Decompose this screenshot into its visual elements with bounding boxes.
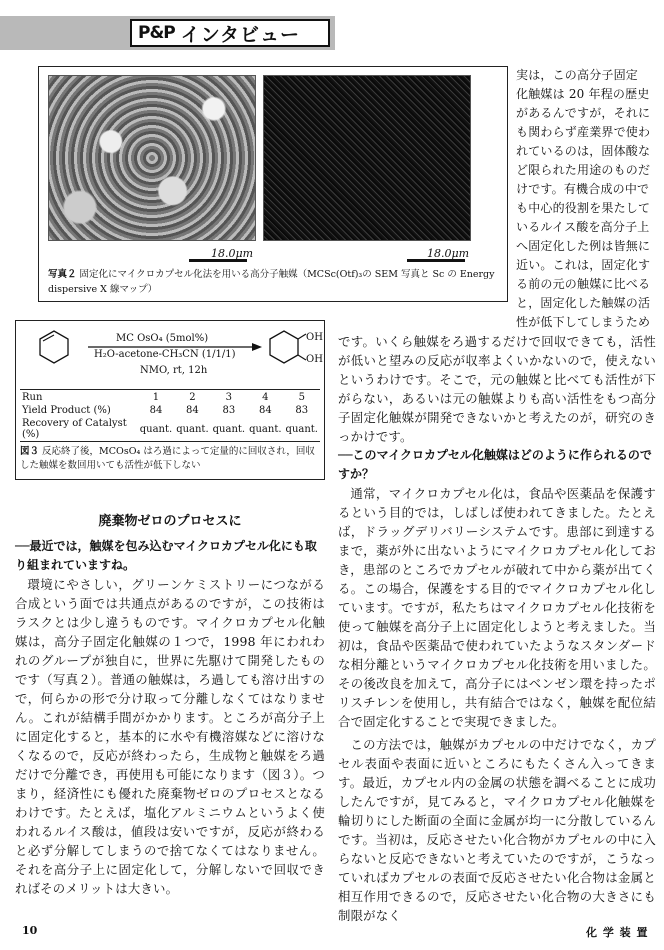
table-cell: quant. — [285, 423, 318, 435]
table-cell: 83 — [222, 405, 236, 416]
photo-caption-text: 固定化にマイクロカプセル化法を用いる高分子触媒（MCSc(Otf)₃の SEM 写真と Sc の Energy dispersive X 線マップ） — [48, 269, 495, 295]
table-rule-top — [20, 389, 320, 390]
right-paragraph-1: です。いくら触媒をろ過するだけで回収できても，活性が低いと望みの反応が収率よくいかないので，使えないというわけです。そこで，元の触媒と比べても活性が下がらない，あるいは元の触媒よりも高い活性をもつ高分子固定化触媒が開発できないかと考えたのが，研究のきっかけです。 — [338, 334, 656, 444]
table-header-cell: 5 — [298, 392, 305, 403]
table-header-cell: 4 — [262, 392, 269, 403]
reaction-figure — [15, 320, 325, 480]
journal-name: 化 学 装 置 — [586, 926, 649, 939]
header-title: インタビュー — [180, 23, 300, 46]
table-header-row — [20, 391, 320, 404]
reaction-conditions: NMO, rt, 12h — [140, 365, 208, 376]
page-number: 10 — [22, 924, 38, 937]
table-cell: 83 — [295, 405, 309, 416]
yield-table — [20, 391, 320, 441]
right-top-line: と，固定化した触媒の活 — [516, 296, 651, 310]
right-top-line: も中心的役割を果たして — [516, 201, 651, 215]
header-tag — [130, 19, 330, 47]
photo-caption-label: 写真２ — [48, 269, 77, 280]
scale-label-left: 18.0μm — [211, 247, 254, 260]
header-logo: P&P — [138, 23, 175, 43]
right-top-line: れているのは，固体酸な — [516, 144, 651, 158]
right-paragraph-2: 通常，マイクロカプセル化は，食品や医薬品を保護するという目的では，しばしば使われてきました。たとえば，ドラッグデリバリーシステムです。患部に到達するまで，薬が外に出ないようにマイクロカプセル化しておき，患部のところでカプセルが破れて中から薬が出てくる。この場合，保護をする目的でマイクロカプセル化しています。ですが，私たちはマイクロカプセル化技術を使って触媒を高分子上に固定化しようと考えました。当初は，食品や医薬品で使われていたようなスタンダードな相分離というマイクロカプセル化技術を用いました。その後改良を加えて，高分子にはベンゼン環を持ったポリスチレンを使用し，共有結合ではなく，触媒を配位結合で固定化することで実現できました。 — [338, 486, 656, 729]
reaction-reagent: MC OsO₄ (5mol%) — [116, 333, 209, 344]
left-paragraph: 環境にやさしい，グリーンケミストリーにつながる合成という面では共通点があるのですが，この技術はラスクとは少し違うものです。マイクロカプセル化触媒は，高分子固定化触媒の１つで，1998 年にわれわれのグループが独自に，世界に先駆けて開発したものです（写真２）。普通の触媒は，ろ過しても溶け出すので，何らかの形で分け取って分離しなくてはなりません。これが結構手間がかかります。ところが高分子上に固定化すると，基本的に水や有機溶媒などに溶けなくなるので，反応が終わったら，生成物と触媒をろ過だけで分離でき，再使用も可能になります（図３）。つまり，経済性にも優れた廃棄物ゼロのプロセスとなるわけです。たとえば，塩化アルミニウムというよく使われるルイス酸は，値段は安いですが，反応が終わると必ず分解してしまうので捨てなくてはなりません。それを高分子上に固定化して，分解しないで回収できればそのメリットは大きい。 — [15, 577, 325, 896]
scale-label-right: 18.0μm — [427, 247, 470, 260]
product-oh-top: OH — [306, 332, 323, 343]
table-row — [20, 404, 320, 417]
photo-figure — [38, 66, 508, 302]
table-cell: quant. — [139, 423, 173, 435]
table-cell: quant. — [212, 423, 246, 435]
right-top-line: る前の元の触媒に比べる — [516, 277, 651, 291]
table-cell: 84 — [186, 405, 199, 416]
right-top-line: 性が低下してしまうため — [516, 315, 651, 329]
left-question: ──最近では，触媒を包み込むマイクロカプセル化にも取り組まれていますね。 — [15, 539, 317, 572]
table-cell: quant. — [249, 423, 282, 435]
right-top-line: ど限られた用途のものだ — [516, 163, 651, 177]
table-cell: quant. — [176, 423, 209, 435]
right-top-line: 化触媒は 20 年程の歴史 — [516, 87, 650, 101]
right-top-line: 近い。これは，固定化す — [516, 258, 651, 272]
table-row — [20, 417, 320, 441]
left-column — [15, 510, 325, 898]
sc-xray-map — [263, 75, 471, 241]
table-rule-bottom — [20, 441, 320, 442]
table-header-cell: 2 — [189, 392, 196, 403]
right-top-line: も関わらず産業界で使わ — [516, 125, 651, 139]
right-top-line: へ固定化した例は皆無に — [516, 239, 651, 253]
table-cell: 84 — [258, 405, 272, 416]
reaction-caption-label: 図３ — [20, 446, 40, 457]
reaction-solvent: H₂O-acetone-CH₃CN (1/1/1) — [94, 349, 236, 360]
table-header-cell: Run — [22, 392, 43, 403]
table-cell: Recovery of Catalyst (%) — [22, 418, 127, 440]
right-top-line: いるルイス酸を高分子上 — [516, 220, 650, 234]
table-cell: 84 — [149, 405, 163, 416]
right-paragraph-3: この方法では，触媒がカプセルの中だけでなく，カプセル表面や表面に近いところにもたくさん入ってきます。最近，カプセル内の金属の状態を調べることに成功したんですが，見てみると，マイクロカプセル化触媒を輪切りにした断面の全面に金属が均一に分散しているんです。当初は，反応させたい化合物がカプセルの中に入らないと反応できないと考えていたのですが，こうなっていればカプセルの表面で反応させたい化合物は金属と相互作用できるので，反応させたい化合物の大きさにも制限がなく — [338, 737, 656, 923]
reaction-caption — [20, 445, 320, 473]
table-header-cell: 1 — [152, 392, 160, 403]
right-top-text — [516, 66, 656, 332]
right-question: ──このマイクロカプセル化触媒はどのように作られるのですか？ — [338, 448, 652, 481]
reaction-caption-text: 反応終了後，MCOsO₄ はろ過によって定量的に回収され，回収した触媒を数回用いても活性が低下しない — [20, 446, 315, 471]
sem-photo — [48, 75, 256, 241]
product-oh-bottom: OH — [306, 354, 323, 365]
photo-caption — [48, 267, 500, 297]
right-top-line: があるんですが，それに — [516, 106, 651, 120]
right-top-line: 実は，この高分子固定 — [516, 68, 639, 82]
table-cell: Yield Product (%) — [22, 405, 111, 416]
table-header-cell: 3 — [225, 392, 233, 403]
right-column — [338, 332, 656, 925]
right-top-lines — [516, 66, 656, 332]
section-title: 廃棄物ゼロのプロセスに — [98, 514, 242, 529]
right-top-line: けです。有機合成の中で — [516, 182, 650, 196]
